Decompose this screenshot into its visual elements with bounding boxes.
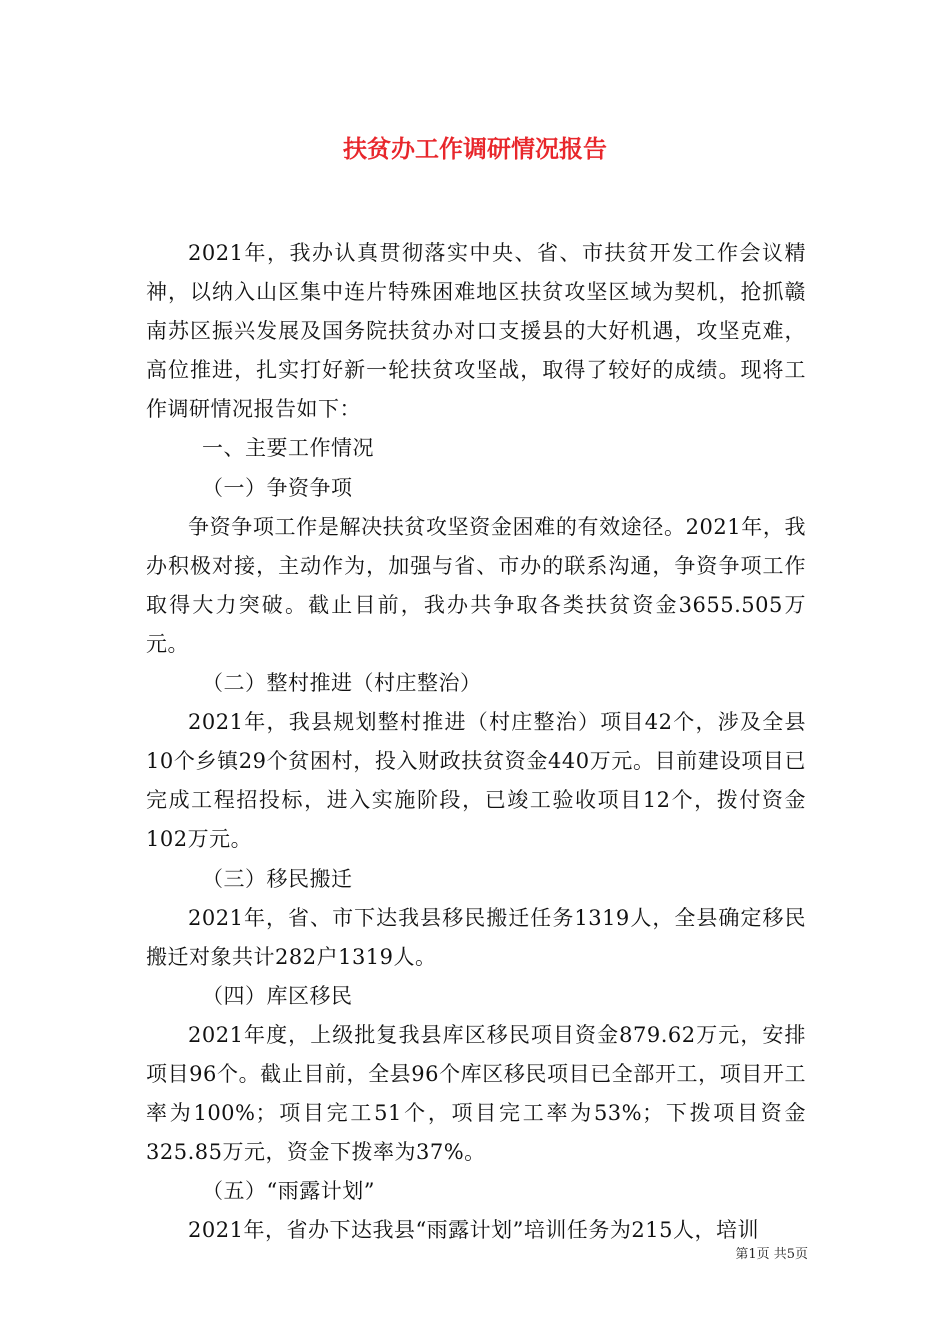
paragraph-reservoir: 2021年度，上级批复我县库区移民项目资金879.62万元，安排项目96个。截止目前，全县96个库区移民项目已全部开工，项目开工率为100%；项目完工51个，项目完工率为53%；下拨项目资金325.85万元，资金下拨率为37%。 <box>146 1022 806 1165</box>
paragraph-yulu-plan: 2021年，省办下达我县“雨露计划”培训任务为215人，培训 <box>188 1218 759 1243</box>
subsection-heading-village: （二）整村推进（村庄整治） <box>202 671 482 696</box>
subsection-heading-yulu-plan: （五）“雨露计划” <box>202 1179 375 1204</box>
subsection-heading-funding: （一）争资争项 <box>202 475 353 500</box>
document-title: 扶贫办工作调研情况报告 <box>343 135 607 163</box>
paragraph-relocation: 2021年，省、市下达我县移民搬迁任务1319人，全县确定移民搬迁对象共计282户1319人。 <box>146 905 806 969</box>
section-heading-main-work: 一、主要工作情况 <box>202 436 374 461</box>
paragraph-village: 2021年，我县规划整村推进（村庄整治）项目42个，涉及全县10个乡镇29个贫困村，投入财政扶贫资金440万元。目前建设项目已完成工程招投标，进入实施阶段，已竣工验收项目12个，拨付资金102万元。 <box>146 710 806 852</box>
paragraph-funding: 争资争项工作是解决扶贫攻坚资金困难的有效途径。2021年，我办积极对接，主动作为，加强与省、市办的联系沟通，争资争项工作取得大力突破。截止目前，我办共争取各类扶贫资金3655.505万元。 <box>146 514 806 656</box>
paragraph-intro: 2021年，我办认真贯彻落实中央、省、市扶贫开发工作会议精神，以纳入山区集中连片特殊困难地区扶贫攻坚区域为契机，抢抓赣南苏区振兴发展及国务院扶贫办对口支援县的大好机遇，攻坚克难，高位推进，扎实打好新一轮扶贫攻坚战，取得了较好的成绩。现将工作调研情况报告如下： <box>146 241 806 422</box>
subsection-heading-reservoir: （四）库区移民 <box>202 983 353 1008</box>
page-indicator: 第1页 共5页 <box>735 1247 808 1262</box>
subsection-heading-relocation: （三）移民搬迁 <box>202 866 353 891</box>
document-body <box>146 234 806 1250</box>
